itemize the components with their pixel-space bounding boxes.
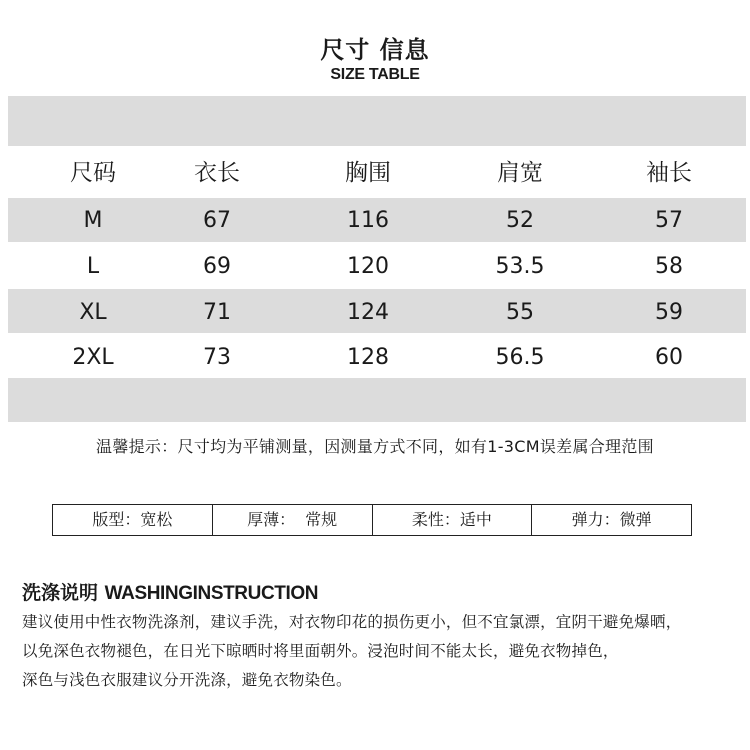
length-cell: 73	[203, 345, 231, 370]
column-header-sleeve: 袖长	[646, 160, 692, 186]
property-value: 宽松	[140, 510, 173, 529]
shoulder-cell: 52	[506, 208, 534, 233]
page-subtitle: SIZE TABLE	[330, 66, 420, 83]
length-cell: 69	[203, 254, 231, 279]
sleeve-cell: 57	[655, 208, 683, 233]
chest-cell: 124	[347, 300, 389, 325]
shoulder-cell: 55	[506, 300, 534, 325]
size-cell: L	[86, 254, 100, 279]
property-value: 微弹	[619, 510, 652, 529]
table-row	[0, 338, 750, 378]
washing-line: 深色与浅色衣服建议分开洗涤，避免衣物染色。	[22, 671, 352, 689]
property-label: 厚薄：	[247, 510, 296, 529]
property-label: 弹力：	[571, 510, 620, 529]
washing-line: 以免深色衣物褪色，在日光下晾晒时将里面朝外。浸泡时间不能太长，避免衣物掉色，	[22, 642, 619, 660]
sleeve-cell: 60	[655, 345, 683, 370]
length-cell: 67	[203, 208, 231, 233]
sleeve-cell: 58	[655, 254, 683, 279]
top-gray-band	[8, 96, 746, 146]
table-row	[0, 247, 750, 287]
chest-cell: 116	[347, 208, 389, 233]
table-header-row	[0, 153, 750, 193]
fabric-properties-bar	[52, 504, 692, 536]
column-header-shoulder: 肩宽	[497, 160, 543, 186]
washing-line: 建议使用中性衣物洗涤剂，建议手洗，对衣物印花的损伤更小，但不宜氯漂，宜阴干避免爆晒，	[22, 613, 682, 631]
bottom-gray-band	[8, 378, 746, 422]
length-cell: 71	[203, 300, 231, 325]
size-cell: XL	[79, 300, 107, 325]
property-value: 适中	[459, 510, 492, 529]
property-elasticity	[532, 505, 691, 535]
shoulder-cell: 56.5	[495, 345, 545, 370]
size-cell: 2XL	[72, 345, 114, 370]
table-row	[0, 201, 750, 241]
chest-cell: 128	[347, 345, 389, 370]
property-softness	[373, 505, 533, 535]
washing-heading-cn: 洗涤说明	[22, 582, 99, 604]
column-header-size: 尺码	[70, 160, 116, 186]
property-value: 常规	[305, 510, 338, 529]
column-header-chest: 胸围	[345, 160, 391, 186]
washing-heading	[22, 578, 318, 605]
measurement-tip: 温馨提示：尺寸均为平铺测量，因测量方式不同，如有1-3CM误差属合理范围	[96, 437, 654, 456]
property-label: 柔性：	[411, 510, 460, 529]
shoulder-cell: 53.5	[495, 254, 545, 279]
page-title: 尺寸 信息	[320, 36, 430, 64]
washing-instructions	[22, 608, 748, 695]
column-header-length: 衣长	[194, 160, 240, 186]
table-row	[0, 293, 750, 333]
chest-cell: 120	[347, 254, 389, 279]
size-cell: M	[83, 208, 103, 233]
washing-heading-en: WASHINGINSTRUCTION	[104, 583, 319, 604]
property-fit	[53, 505, 213, 535]
property-label: 版型：	[92, 510, 141, 529]
property-thickness	[213, 505, 373, 535]
sleeve-cell: 59	[655, 300, 683, 325]
